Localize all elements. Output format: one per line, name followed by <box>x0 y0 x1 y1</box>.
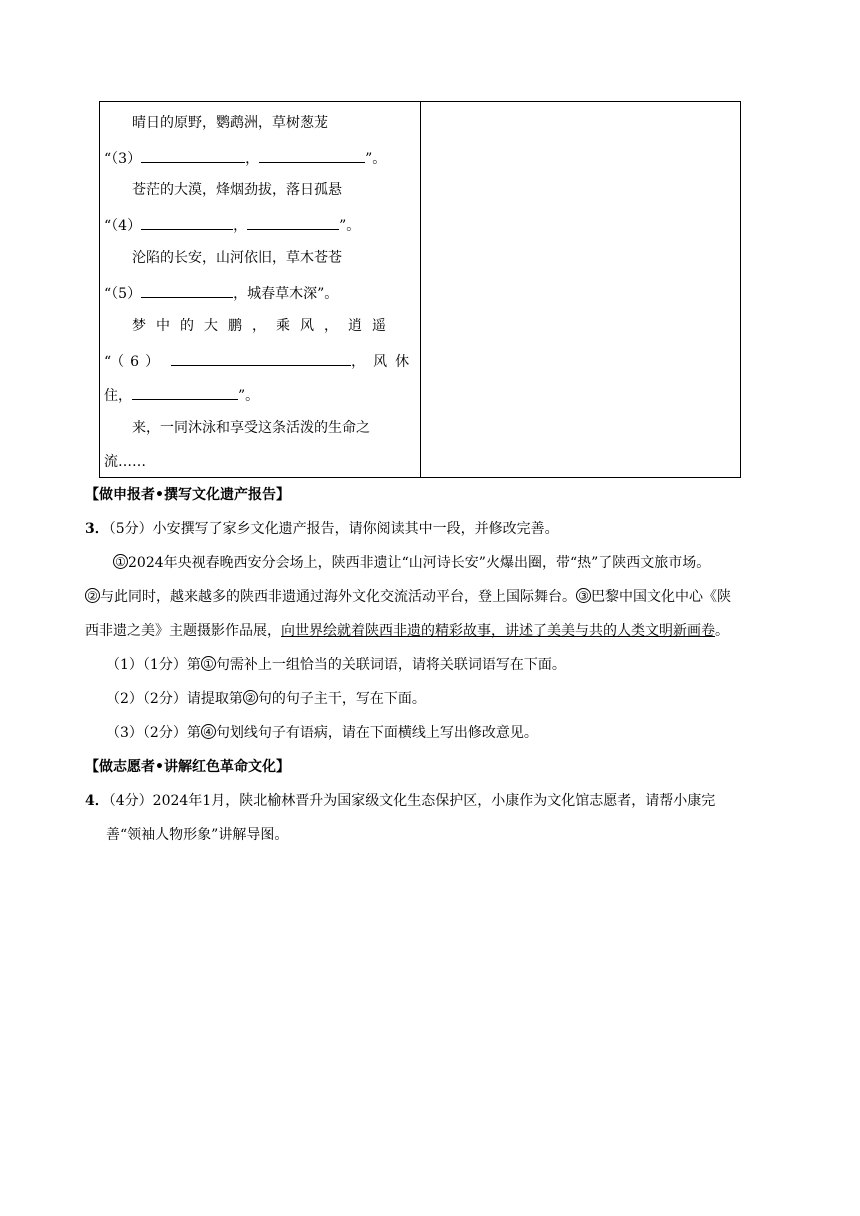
circled-number: ④ <box>201 724 216 739</box>
poem-text: “（6） <box>104 354 166 370</box>
poem-line-4b <box>104 350 417 370</box>
poem-text: 苍茫的大漠，烽烟劲拔，落日孤悬 <box>132 182 342 198</box>
answer-blank[interactable] <box>247 214 339 230</box>
circled-number: ① <box>113 554 128 569</box>
poem-line-5b <box>104 452 417 472</box>
poem-text: 沦陷的长安，山河依旧，草木苍苍 <box>132 250 342 266</box>
question-number: 4． <box>85 793 109 809</box>
poem-line-1b <box>104 147 417 167</box>
passage-text: 与此同时，越来越多的陕西非遗通过海外文化交流活动平台，登上国际舞台。 <box>100 589 576 605</box>
answer-blank[interactable] <box>132 384 238 400</box>
sub-question-text: （3）（2分）第 <box>106 725 201 741</box>
poem-right-cell <box>421 102 740 477</box>
poem-text: 流…… <box>104 454 146 470</box>
question-4 <box>85 791 715 811</box>
poem-text: ， <box>233 218 248 234</box>
poem-left-cell <box>100 102 421 477</box>
passage-text: 西非遗之美》主题摄影作品展， <box>85 623 281 639</box>
sub-question-text: （1）（1分）第 <box>106 657 201 673</box>
sub-question-text: 句划线句子有语病，请在下面横线上写出修改意见。 <box>215 725 538 741</box>
poem-text: 晴日的原野，鹦鹉洲，草树葱茏 <box>132 115 328 131</box>
question-3 <box>85 519 559 539</box>
answer-blank[interactable] <box>141 147 245 163</box>
circled-number: ③ <box>576 588 591 603</box>
section-title-heritage: 【做申报者•撰写文化遗产报告】 <box>85 487 290 503</box>
circled-number: ② <box>85 588 100 603</box>
underlined-sentence: 向世界绘就着陕西非遗的精彩故事，讲述了美美与共的人类文明新画卷 <box>281 623 715 639</box>
sub-question-text: 句的句子主干，写在下面。 <box>257 691 426 707</box>
passage-line-3 <box>85 621 729 641</box>
circled-number: ② <box>243 690 258 705</box>
sub-question-text: （2）（2分）请提取第 <box>106 691 243 707</box>
question-text: （5分）小安撰写了家乡文化遗产报告，请你阅读其中一段，并修改完善。 <box>108 521 559 537</box>
poem-line-3b <box>104 282 417 302</box>
poem-table <box>99 101 741 478</box>
sub-question-text: 句需补上一组恰当的关联词语，请将关联词语写在下面。 <box>215 657 566 673</box>
poem-line-2a <box>104 180 417 200</box>
passage-text: 。 <box>715 623 729 639</box>
poem-text: ，风休 <box>351 354 418 370</box>
poem-line-2b <box>104 214 417 234</box>
poem-text: “（3） <box>104 151 142 167</box>
passage-text: 巴黎中国文化中心《陕 <box>591 589 731 605</box>
poem-line-4c <box>104 384 417 404</box>
passage-text: 2024年央视春晚西安分会场上，陕西非遗让“山河诗长安”火爆出圈，带“热”了陕西文旅市场。 <box>128 555 711 571</box>
question-number: 3． <box>85 521 109 537</box>
answer-blank[interactable] <box>171 350 351 366</box>
passage-line-2 <box>85 587 731 607</box>
sub-question-2 <box>106 689 426 709</box>
poem-line-3a <box>104 248 417 268</box>
poem-text: “（4） <box>104 218 142 234</box>
answer-blank[interactable] <box>141 214 233 230</box>
sub-question-1 <box>106 655 566 675</box>
poem-line-4a <box>104 316 417 336</box>
poem-text: 梦中的大鹏，乘风，逍遥 <box>132 318 396 334</box>
poem-text: “（5） <box>104 286 142 302</box>
poem-line-5a <box>104 418 417 438</box>
poem-text: 来，一同沐泳和享受这条活泼的生命之 <box>132 420 370 436</box>
poem-text: ，城春草木深”。 <box>233 286 339 302</box>
poem-text: ”。 <box>365 151 387 167</box>
poem-text: ”。 <box>339 218 361 234</box>
circled-number: ① <box>201 656 216 671</box>
poem-text: ”。 <box>238 388 260 404</box>
section-title-volunteer: 【做志愿者•讲解红色革命文化】 <box>85 759 290 775</box>
answer-blank[interactable] <box>259 147 365 163</box>
poem-text: ， <box>245 151 260 167</box>
question-text: （4分）2024年1月，陕北榆林晋升为国家级文化生态保护区，小康作为文化馆志愿者，请帮小康完 <box>108 793 716 809</box>
poem-text: 住， <box>104 388 132 404</box>
question-4-cont <box>106 825 288 845</box>
question-text: 善“领袖人物形象”讲解导图。 <box>106 827 289 843</box>
passage-line-1 <box>113 553 710 573</box>
poem-line-1a <box>104 113 417 133</box>
sub-question-3 <box>106 723 538 743</box>
answer-blank[interactable] <box>141 282 233 298</box>
